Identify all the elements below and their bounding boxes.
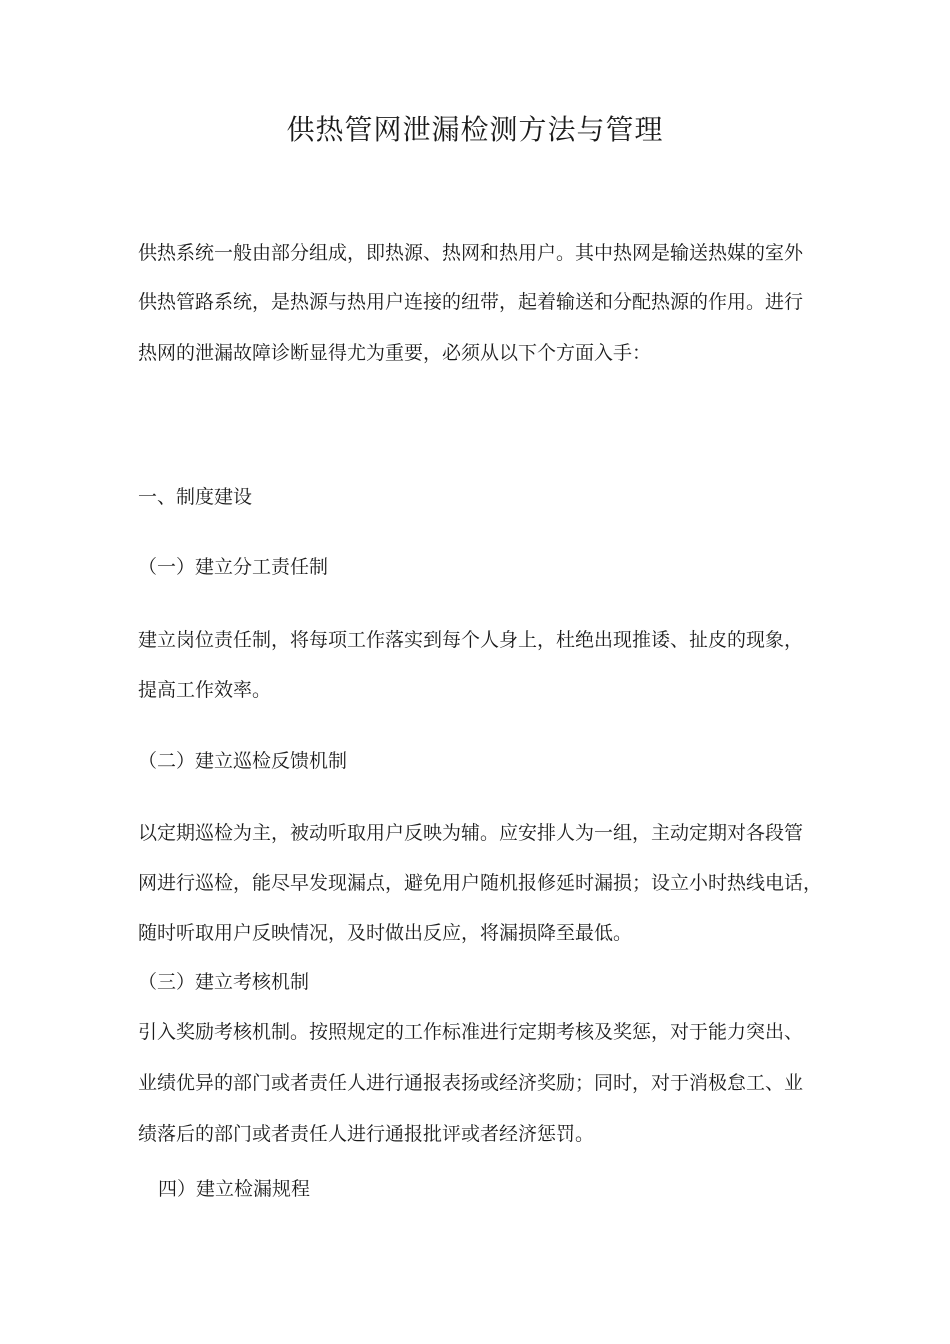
intro-line: 供热管路系统，是热源与热用户连接的纽带，起着输送和分配热源的作用。进行 bbox=[138, 291, 804, 313]
subsection-heading: 四）建立检漏规程 bbox=[158, 1178, 311, 1200]
intro-line: 供热系统一般由部分组成，即热源、热网和热用户。其中热网是输送热媒的室外 bbox=[138, 242, 804, 264]
paragraph-line: 随时听取用户反映情况，及时做出反应，将漏损降至最低。 bbox=[138, 922, 633, 944]
section-heading: 一、制度建设 bbox=[138, 486, 253, 508]
paragraph-line: 绩落后的部门或者责任人进行通报批评或者经济惩罚。 bbox=[138, 1123, 595, 1145]
paragraph-line: 以定期巡检为主，被动听取用户反映为辅。应安排人为一组，主动定期对各段管 bbox=[138, 822, 804, 844]
paragraph-line: 提高工作效率。 bbox=[138, 679, 272, 701]
subsection-heading: （一）建立分工责任制 bbox=[138, 556, 329, 578]
intro-line: 热网的泄漏故障诊断显得尤为重要，必须从以下个方面入手： bbox=[138, 342, 652, 364]
paragraph-line: 引入奖励考核机制。按照规定的工作标准进行定期考核及奖惩，对于能力突出、 bbox=[138, 1021, 804, 1043]
document-title: 供热管网泄漏检测方法与管理 bbox=[286, 113, 664, 146]
paragraph-line: 网进行巡检，能尽早发现漏点，避免用户随机报修延时漏损；设立小时热线电话， bbox=[138, 872, 823, 894]
paragraph-line: 业绩优异的部门或者责任人进行通报表扬或经济奖励；同时，对于消极怠工、业 bbox=[138, 1072, 804, 1094]
paragraph-line: 建立岗位责任制，将每项工作落实到每个人身上，杜绝出现推诿、扯皮的现象， bbox=[138, 629, 804, 651]
subsection-heading: （三）建立考核机制 bbox=[138, 971, 310, 993]
subsection-heading: （二）建立巡检反馈机制 bbox=[138, 750, 348, 772]
